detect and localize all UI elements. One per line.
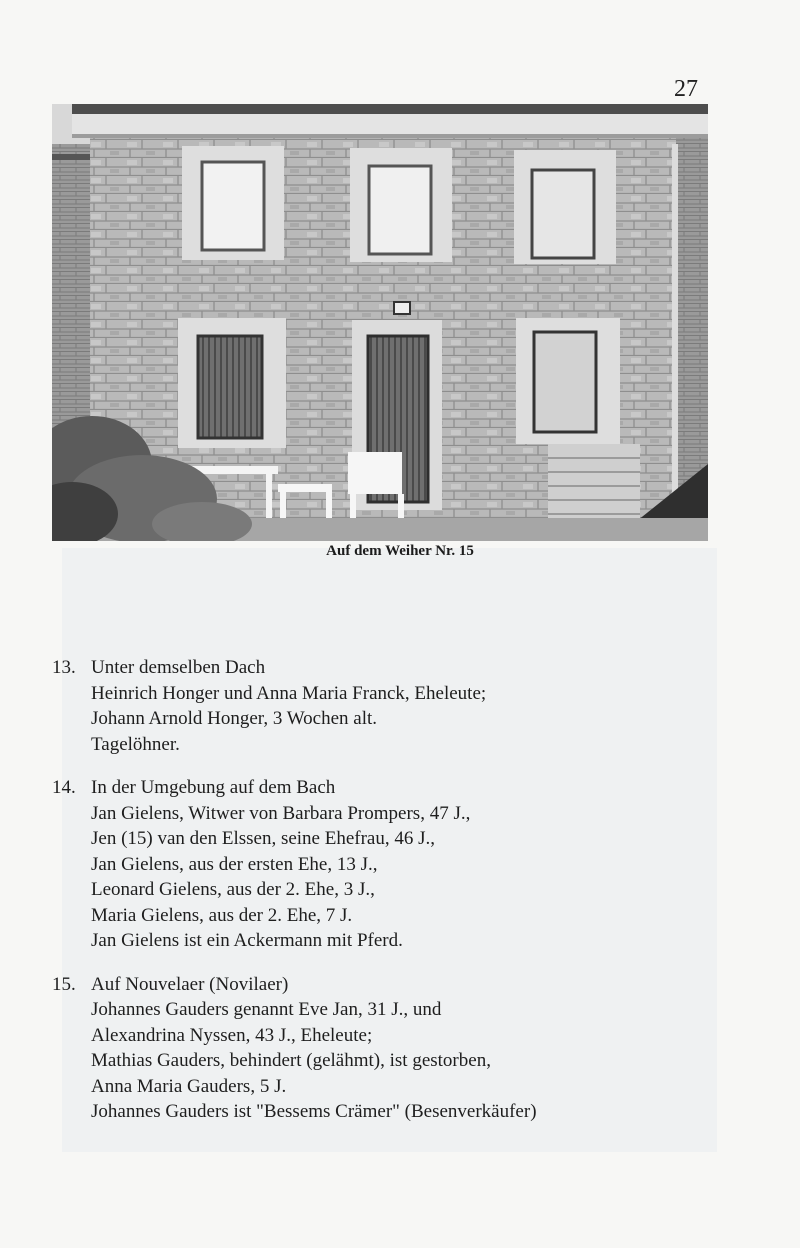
entry-number: 14. — [52, 777, 76, 798]
entry-number: 15. — [52, 973, 76, 995]
entry-line: Jen (15) van den Elssen, seine Ehefrau, 46 J., — [91, 828, 436, 849]
entry-15 — [52, 972, 742, 1125]
entry-14 — [52, 775, 742, 954]
entry-line: Jan Gielens, aus der ersten Ehe, 13 J., — [91, 853, 378, 875]
entry-line: Tagelöhner. — [91, 733, 180, 755]
entry-line: Jan Gielens ist ein Ackermann mit Pferd. — [91, 930, 403, 951]
entry-line: Mathias Gauders, behindert (gelähmt), ist gestorben, — [91, 1050, 491, 1071]
entry-list — [52, 655, 742, 1143]
entry-line: Auf Nouvelaer (Novilaer) — [91, 973, 289, 995]
entry-line: Unter demselben Dach — [91, 657, 266, 678]
entry-line: Jan Gielens, Witwer von Barbara Prompers, 47 J., — [91, 802, 471, 824]
entry-line: Heinrich Honger und Anna Maria Franck, Eheleute; — [91, 682, 487, 704]
entry-number: 13. — [52, 657, 76, 678]
photo-caption: Auf dem Weiher Nr. 15 — [326, 543, 474, 559]
entry-line: Johann Arnold Honger, 3 Wochen alt. — [91, 708, 378, 729]
entry-line: Alexandrina Nyssen, 43 J., Eheleute; — [91, 1024, 373, 1046]
house-photo — [52, 104, 708, 541]
page-number: 27 — [674, 76, 698, 102]
entry-line: Maria Gielens, aus der 2. Ehe, 7 J. — [91, 904, 353, 926]
entry-line: Johannes Gauders genannt Eve Jan, 31 J., und — [91, 999, 442, 1020]
entry-line: Anna Maria Gauders, 5 J. — [91, 1075, 287, 1097]
house-photo-drawing — [52, 104, 708, 541]
entry-13 — [52, 655, 742, 757]
entry-line: In der Umgebung auf dem Bach — [91, 777, 336, 798]
entry-line: Johannes Gauders ist "Bessems Crämer" (Besenverkäufer) — [91, 1101, 537, 1122]
entry-line: Leonard Gielens, aus der 2. Ehe, 3 J., — [91, 879, 375, 900]
